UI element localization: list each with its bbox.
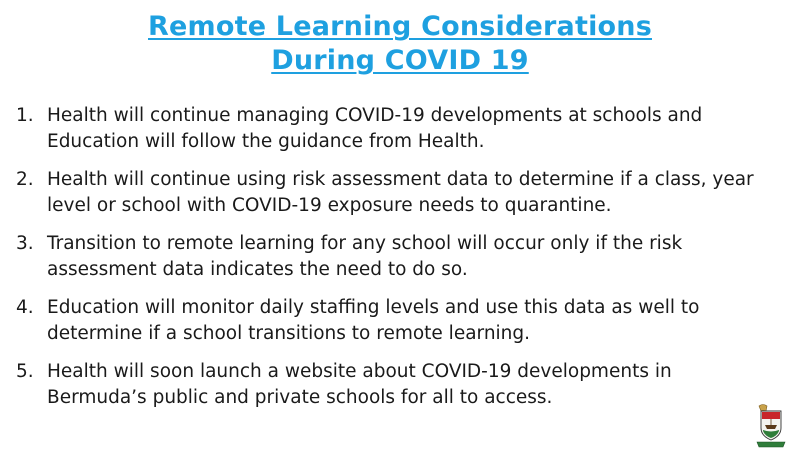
title-line-1: Remote Learning Considerations [148,11,652,42]
list-item-number: 3. [16,233,34,254]
bermuda-coat-of-arms-icon [754,402,788,448]
list-item-number: 5. [16,361,34,382]
list-item-number: 1. [16,105,34,126]
considerations-list [16,103,756,423]
list-item-number: 2. [16,169,34,190]
list-item-text: Health will continue using risk assessment data to determine if a class, year level or school with COVID-19 exposure needs to quarantine. [47,169,754,216]
title-line-2: During COVID 19 [271,45,529,76]
list-item [16,295,756,347]
list-item [16,359,756,411]
list-item [16,103,756,155]
page-title [0,10,800,78]
list-item [16,167,756,219]
list-item [16,231,756,283]
list-item-text: Education will monitor daily staffing levels and use this data as well to determine if a school transitions to remote learning. [47,297,700,344]
list-item-number: 4. [16,297,34,318]
list-item-text: Health will continue managing COVID-19 developments at schools and Education will follow the guidance from Health. [47,105,703,152]
list-item-text: Transition to remote learning for any school will occur only if the risk assessment data indicates the need to do so. [47,233,683,280]
list-item-text: Health will soon launch a website about COVID-19 developments in Bermuda’s public and private schools for all to access. [47,361,672,408]
